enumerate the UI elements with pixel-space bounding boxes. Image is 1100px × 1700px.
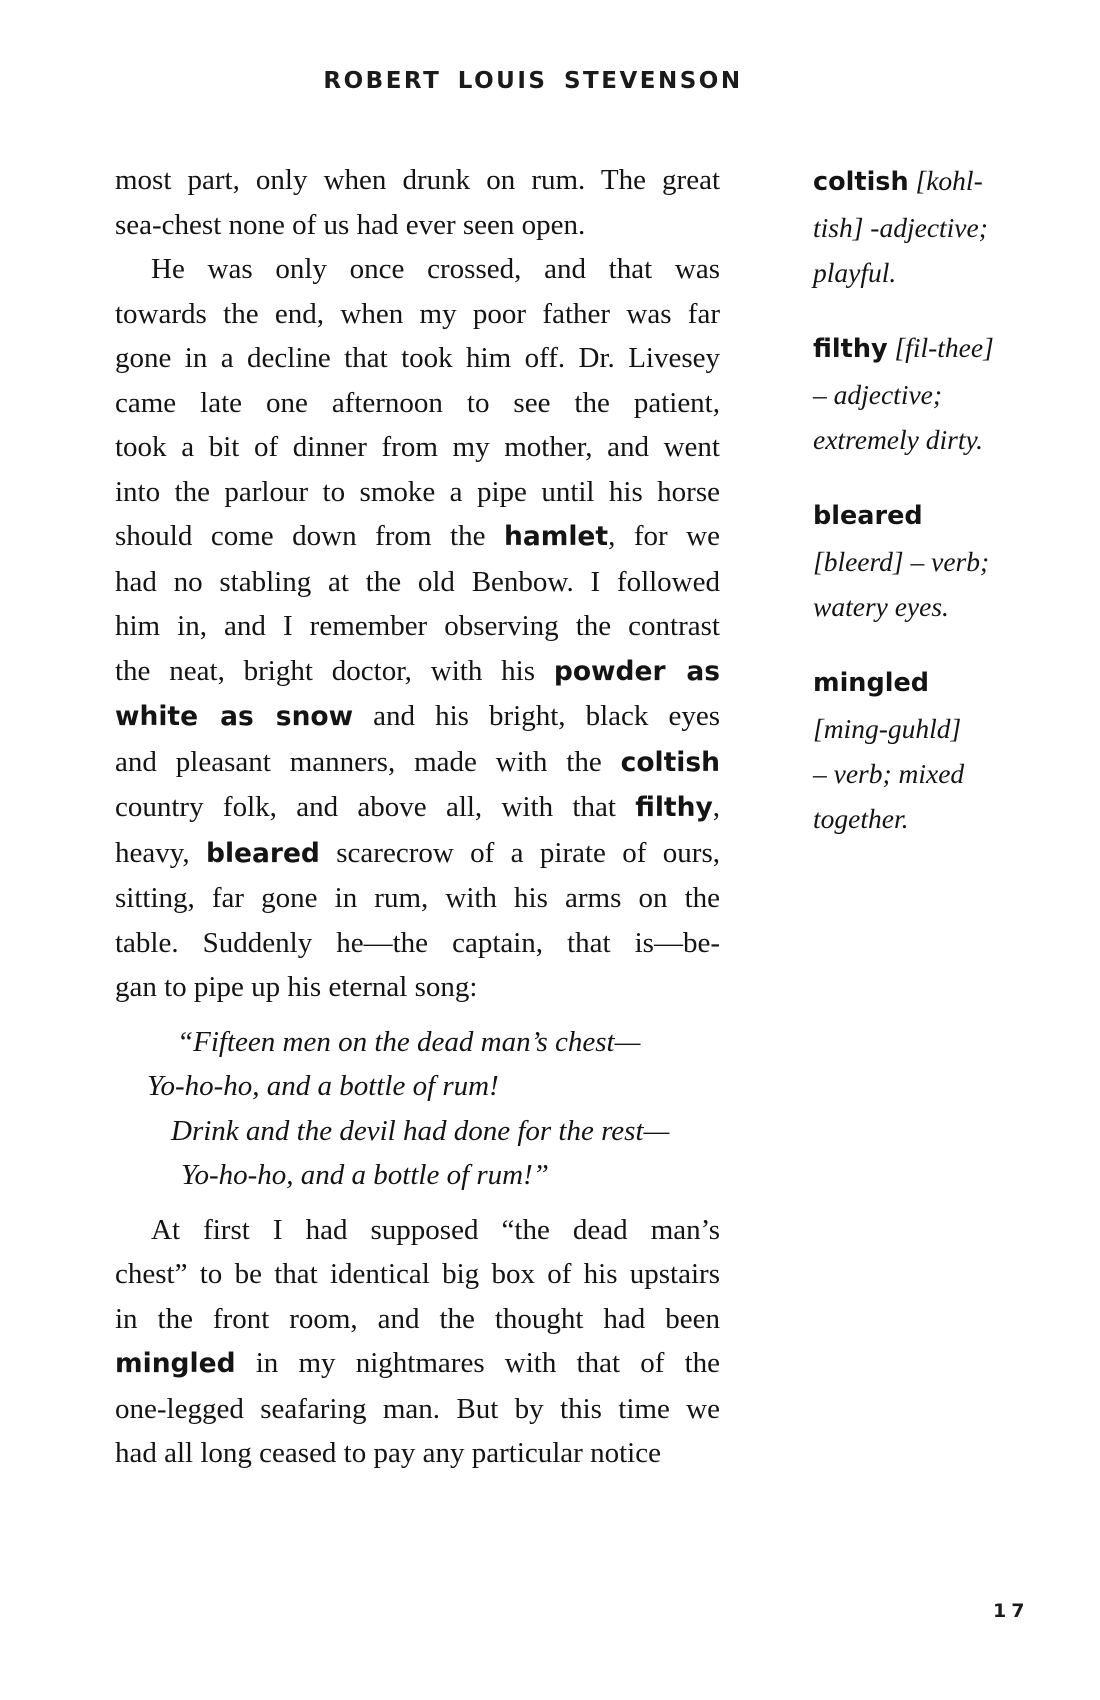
body-text-column bbox=[115, 158, 720, 1476]
vocab-line: extremely dirty. bbox=[813, 424, 984, 455]
vocab-entry-bleared bbox=[813, 492, 1008, 629]
vocab-entry-filthy bbox=[813, 325, 1008, 462]
vocab-line: – verb; mixed bbox=[813, 758, 965, 789]
vocab-line: [bleerd] – verb; bbox=[813, 546, 990, 577]
bold-vocab-term: mingled bbox=[813, 668, 930, 698]
bold-vocab-term: powder as bbox=[553, 655, 720, 687]
vocab-line: watery eyes. bbox=[813, 591, 949, 622]
vocab-entry-coltish bbox=[813, 158, 1008, 295]
bold-vocab-term: mingled bbox=[115, 1348, 236, 1379]
vocab-line: together. bbox=[813, 803, 909, 834]
text-line: and pleasant manners, made with the coltish bbox=[115, 745, 720, 778]
text-line: the neat, bright doctor, with his powder as bbox=[115, 654, 720, 687]
verse-line: Drink and the devil had done for the rest— bbox=[171, 1114, 670, 1147]
paragraph bbox=[115, 158, 720, 247]
text-line: should come down from the hamlet, for we bbox=[115, 520, 720, 552]
text-line: heavy, bleared scarecrow of a pirate of ours, bbox=[115, 836, 720, 869]
text-line: chest” to be that identical big box of his upstairs bbox=[115, 1258, 720, 1290]
vocab-line bbox=[813, 492, 1008, 539]
bold-vocab-term: filthy bbox=[813, 334, 888, 364]
bold-vocab-term: hamlet bbox=[503, 521, 609, 552]
text-line: gone in a decline that took him off. Dr. Livesey bbox=[115, 342, 720, 374]
text-line: took a bit of dinner from my mother, and went bbox=[115, 431, 720, 463]
vocab-line bbox=[813, 659, 1008, 706]
bold-vocab-term: bleared bbox=[205, 837, 320, 869]
vocab-line: tish] -adjective; bbox=[813, 212, 988, 243]
text-line: mingled in my nightmares with that of the bbox=[115, 1347, 720, 1379]
bold-vocab-term: coltish bbox=[620, 746, 720, 778]
paragraph bbox=[115, 247, 720, 1010]
vocabulary-sidebar bbox=[813, 158, 1008, 871]
bold-vocab-term: coltish bbox=[813, 167, 909, 197]
bold-vocab-term: bleared bbox=[813, 501, 923, 531]
text-line: At first I had supposed “the dead man’s bbox=[151, 1213, 720, 1246]
text-line: most part, only when drunk on rum. The great bbox=[115, 164, 720, 196]
text-line: him in, and I remember observing the contrast bbox=[115, 610, 720, 642]
running-header-author: ROBERT LOUIS STEVENSON bbox=[323, 68, 743, 94]
verse-line: Yo-ho-ho, and a bottle of rum!” bbox=[181, 1159, 549, 1191]
text-line: came late one afternoon to see the patient, bbox=[115, 386, 720, 419]
page-number: 17 bbox=[993, 1600, 1030, 1622]
text-line: towards the end, when my poor father was far bbox=[115, 297, 720, 330]
verse-line: Yo-ho-ho, and a bottle of rum! bbox=[147, 1070, 499, 1102]
bold-vocab-term: filthy bbox=[635, 792, 713, 823]
paragraph bbox=[115, 1208, 720, 1476]
text-line: had no stabling at the old Benbow. I followed bbox=[115, 565, 720, 598]
sea-shanty-verse bbox=[115, 1020, 720, 1198]
text-line: in the front room, and the thought had been bbox=[115, 1302, 720, 1335]
vocab-line: [ming-guhld] bbox=[813, 713, 962, 744]
vocab-line: – adjective; bbox=[813, 379, 943, 410]
vocab-line: coltish [kohl- bbox=[813, 165, 983, 197]
text-line: gan to pipe up his eternal song: bbox=[115, 971, 478, 1003]
text-line: had all long ceased to pay any particular notice bbox=[115, 1437, 661, 1469]
vocab-line: filthy [fil-thee] bbox=[813, 332, 994, 364]
text-line: sitting, far gone in rum, with his arms on the bbox=[115, 882, 720, 914]
text-line: sea-chest none of us had ever seen open. bbox=[115, 208, 586, 241]
vocab-line: playful. bbox=[813, 257, 897, 288]
text-line: He was only once crossed, and that was bbox=[151, 253, 720, 285]
text-line: white as snow and his bright, black eyes bbox=[115, 700, 720, 732]
text-line: country folk, and above all, with that filthy, bbox=[115, 791, 720, 823]
text-line: table. Suddenly he—the captain, that is—be- bbox=[115, 926, 720, 959]
verse-line: “Fifteen men on the dead man’s chest— bbox=[177, 1025, 641, 1058]
vocab-entry-mingled bbox=[813, 659, 1008, 841]
text-line: one-legged seafaring man. But by this time we bbox=[115, 1392, 720, 1425]
bold-vocab-term: white as snow bbox=[115, 701, 354, 732]
text-line: into the parlour to smoke a pipe until his horse bbox=[115, 475, 720, 508]
